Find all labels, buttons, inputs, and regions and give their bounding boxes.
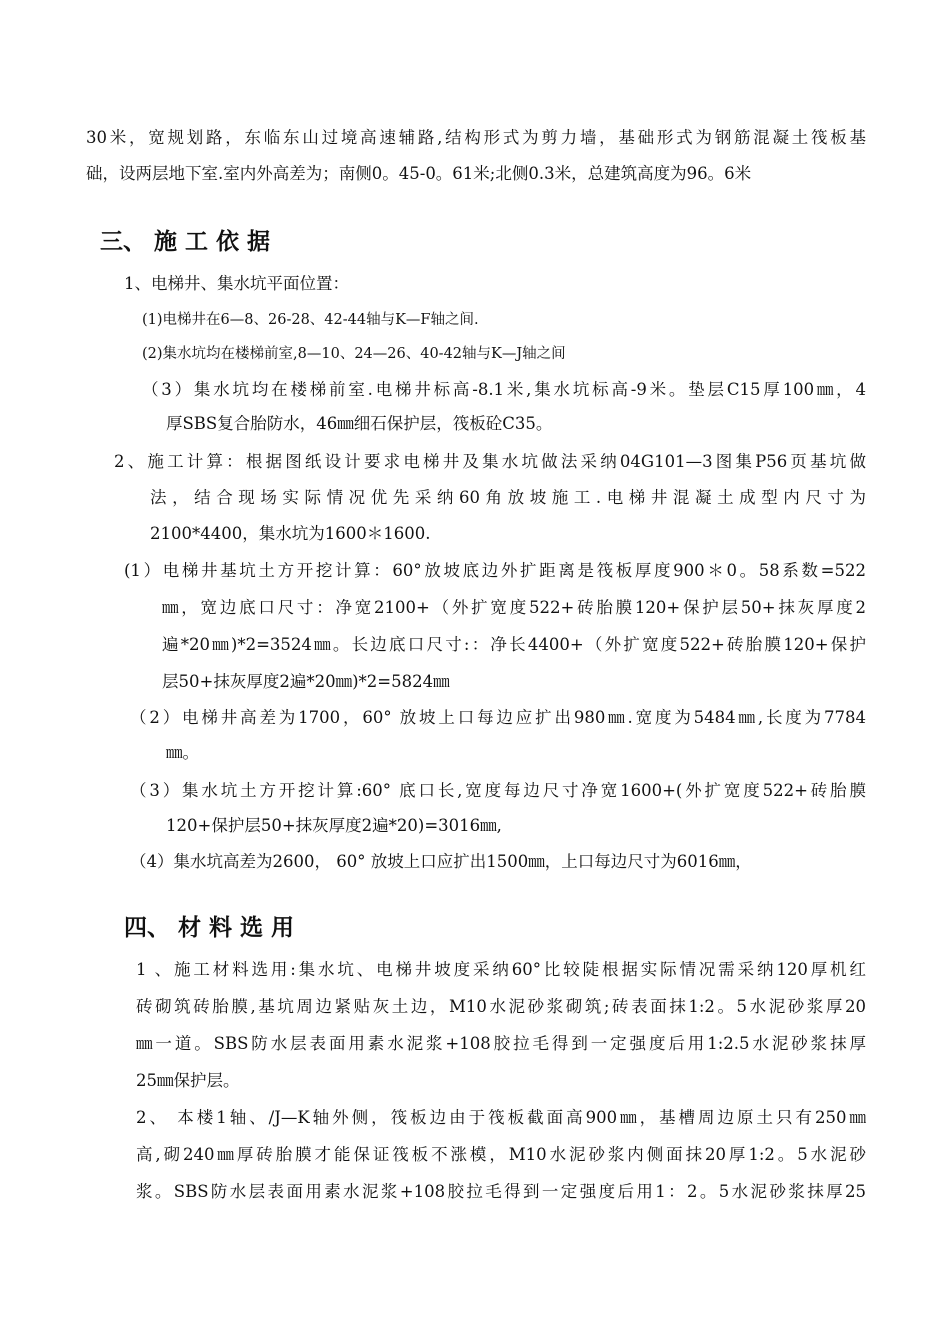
material-2-line-3: 浆。SBS防水层表面用素水泥浆+108胶拉毛得到一定强度后用1：2。5水泥砂浆抹厚25 [136,1182,866,1201]
calc-1-line-2: ㎜，宽边底口尺寸：净宽2100+（外扩宽度522+砖胎膜120+保护层50+抹灰厚度2 [162,598,866,617]
item-2-line-2: 法，结合现场实际情况优先采纳60角放坡施工.电梯井混凝土成型内尺寸为 [150,488,866,507]
section-4-heading: 四、 材 料 选 用 [124,914,295,941]
material-2-line-2: 高,砌240㎜厚砖胎膜才能保证筏板不涨模，M10水泥砂浆内侧面抹20厚1:2。5水泥砂 [136,1145,866,1164]
calc-2-line-1: （2）电梯井高差为1700，60° 放坡上口每边应扩出980㎜.宽度为5484㎜,长度为7784 [130,708,866,727]
calc-1-line-1: (1）电梯井基坑土方开挖计算：60°放坡底边外扩距离是筏板厚度900＊0。58系数=522 [124,561,866,580]
calc-3-line-1: （3）集水坑土方开挖计算:60° 底口长,宽度每边尺寸净宽1600+(外扩宽度522+砖胎膜 [130,781,866,800]
intro-line-1: 30米，宽规划路，东临东山过境高速辅路,结构形式为剪力墙，基础形式为钢筋混凝土筏板基 [86,128,866,147]
intro-line-2: 础，设两层地下室.室内外高差为；南侧0。45-0。61米;北侧0.3米，总建筑高度为96。6米 [86,164,752,183]
material-1-line-4: 25㎜保护层。 [136,1071,240,1090]
item-1-sub-2: (2)集水坑均在楼梯前室,8—10、24—26、40-42轴与K—J轴之间 [142,346,566,362]
calc-2-line-2: ㎜。 [166,743,199,762]
calc-3-line-2: 120+保护层50+抹灰厚度2遍*20)=3016㎜, [166,816,502,835]
material-2-line-1: 2、 本楼1轴、/J—K轴外侧，筏板边由于筏板截面高900㎜，基槽周边原土只有250㎜ [136,1108,866,1127]
calc-1-line-3: 遍*20㎜)*2=3524㎜。长边底口尺寸:：净长4400+（外扩宽度522+砖胎膜120+保护 [162,635,866,654]
calc-1-line-4: 层50+抹灰厚度2遍*20㎜)*2=5824㎜ [162,672,450,691]
item-1-sub-3-line-2: 厚SBS复合胎防水，46㎜细石保护层，筏板砼C35。 [166,414,553,433]
material-1-line-1: 1 、施工材料选用:集水坑、电梯井坡度采纳60°比较陡根据实际情况需采纳120厚机红 [136,960,866,979]
section-3-heading: 三、 施 工 依 据 [100,228,271,255]
calc-4-line-1: （4）集水坑高差为2600， 60° 放坡上口应扩出1500㎜，上口每边尺寸为6016㎜， [130,852,752,871]
item-1-sub-1: (1)电梯井在6—8、26-28、42-44轴与K—F轴之间. [142,312,479,328]
item-1-heading: 1、电梯井、集水坑平面位置： [124,274,349,293]
item-1-sub-3-line-1: （3）集水坑均在楼梯前室.电梯井标高-8.1米,集水坑标高-9米。垫层C15厚100㎜，4 [142,380,866,399]
item-2-line-3: 2100*4400，集水坑为1600＊1600. [150,524,431,543]
item-2-line-1: 2、施工计算：根据图纸设计要求电梯井及集水坑做法采纳04G101—3图集P56页基坑做 [114,452,866,471]
material-1-line-3: ㎜一道。SBS防水层表面用素水泥浆+108胶拉毛得到一定强度后用1:2.5水泥砂浆抹厚 [136,1034,866,1053]
material-1-line-2: 砖砌筑砖胎膜,基坑周边紧贴灰土边，M10水泥砂浆砌筑;砖表面抹1:2。5水泥砂浆厚20 [136,997,866,1016]
